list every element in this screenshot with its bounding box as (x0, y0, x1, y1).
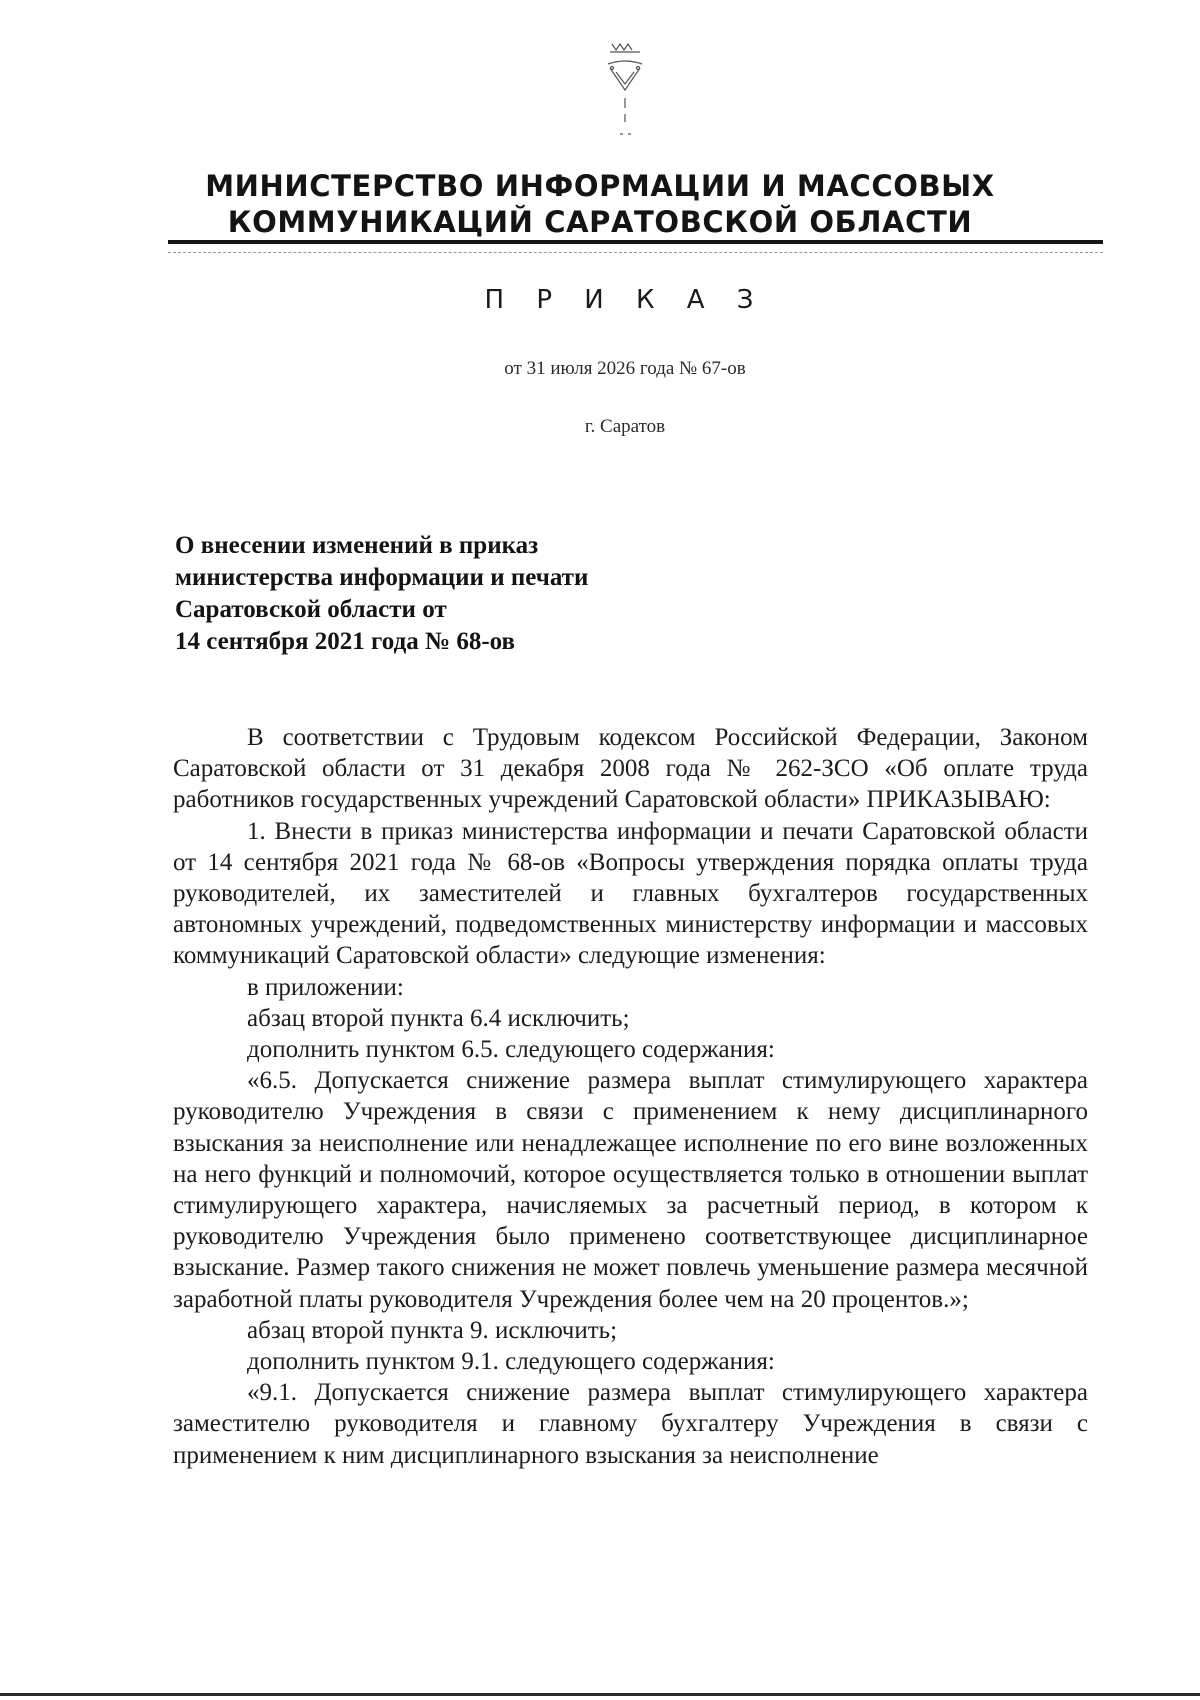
body-paragraph-item-1: 1. Внести в приказ министерства информации и печати Саратовской области от 14 сентября 2021 года № 68-ов «Вопросы утверждения порядка оплаты труда руководителей, их заместителей и главных бухгалтеров государственных автономных учреждений, подведомственных министерству информации и массовых коммуникаций Саратовской области» следующие изменения: (173, 817, 1088, 970)
body-paragraph-quote-6-5: «6.5. Допускается снижение размера выплат стимулирующего характера руководителю Учреждения в связи с применением к нему дисциплинарного взыскания за неисполнение или ненадлежащее исполнение по его вине возложенных на него функций и полномочий, которое осуществляется только в отношении выплат стимулирующего характера, начисляемых за расчетный период, в котором к руководителю Учреждения было применено соответствующее дисциплинарное взыскание. Размер такого снижения не может повлечь уменьшение размера месячной заработной платы руководителя Учреждения более чем на 20 процентов.»; (173, 1067, 1088, 1313)
document-type: П Р И К А З (484, 285, 766, 315)
body-paragraph: абзац второй пункта 9. исключить; (247, 1316, 618, 1344)
body-paragraph-quote-9-1: «9.1. Допускается снижение размера выплат стимулирующего характера заместителю руководителя и главному бухгалтеру Учреждения в связи с применением к ним дисциплинарного взыскания за неисполнение (173, 1379, 1088, 1469)
body-paragraph: дополнить пунктом 9.1. следующего содержания: (247, 1348, 775, 1376)
document-body (173, 722, 1088, 1471)
header-divider-thin (168, 252, 1103, 253)
ministry-title (170, 168, 1030, 240)
header-divider (168, 240, 1103, 244)
subject-line: министерства информации и печати (175, 564, 589, 591)
document-subject (175, 530, 735, 658)
body-paragraph: дополнить пунктом 6.5. следующего содержания: (247, 1036, 775, 1064)
document-city: г. Саратов (584, 416, 666, 437)
body-paragraph: абзац второй пункта 6.4 исключить; (247, 1004, 630, 1032)
subject-line: О внесении изменений в приказ (175, 532, 539, 559)
document-date-number: от 31 июля 2026 года № 67-ов (504, 358, 746, 379)
ministry-title-line2: КОММУНИКАЦИЙ САРАТОВСКОЙ ОБЛАСТИ (227, 205, 973, 239)
subject-line: 14 сентября 2021 года № 68-ов (175, 628, 516, 655)
coat-of-arms-icon (590, 38, 660, 158)
ministry-title-line1: МИНИСТЕРСТВО ИНФОРМАЦИИ И МАССОВЫХ (205, 169, 995, 203)
page-bottom-edge (0, 1693, 1200, 1696)
body-paragraph: в приложении: (247, 973, 404, 1001)
body-paragraph-preamble: В соответствии с Трудовым кодексом Российской Федерации, Законом Саратовской области от 31 декабря 2008 года № 262-ЗСО «Об оплате труда работников государственных учреждений Саратовской области» ПРИКАЗЫВАЮ: (173, 724, 1088, 814)
subject-line: Саратовской области от (175, 596, 447, 623)
